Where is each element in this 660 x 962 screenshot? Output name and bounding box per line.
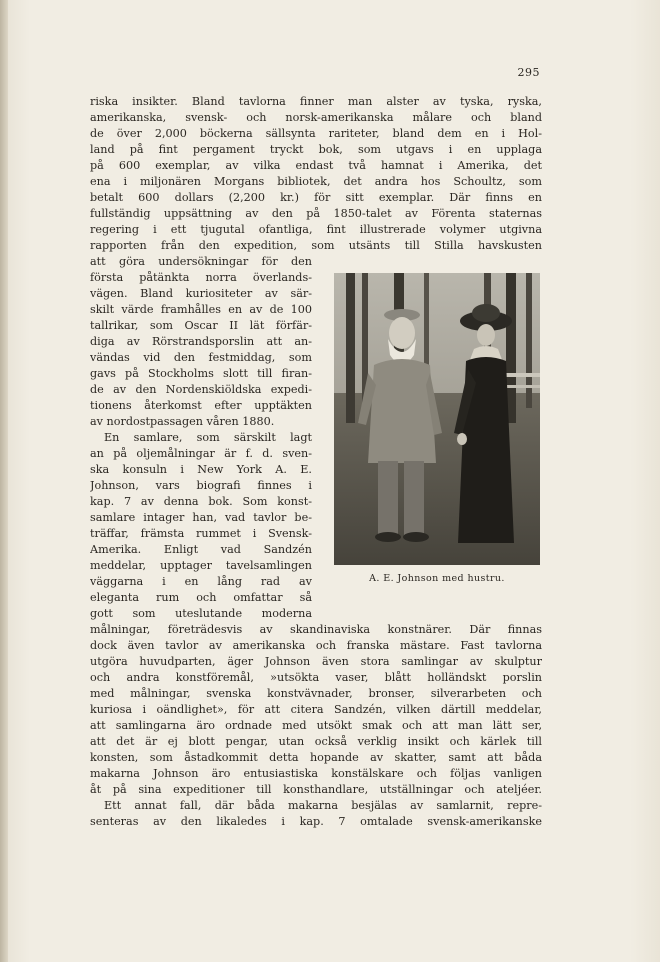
text-line: av nordostpassagen våren 1880. <box>90 415 275 428</box>
text-line: meddelar, upptager tavelsamlingen <box>90 559 312 572</box>
text-line: betalt 600 dollars (2,200 kr.) för sitt exemplar. Där finns en <box>90 191 542 204</box>
text-line: ena i miljonären Morgans bibliotek, det andra hos Schoultz, som <box>90 175 542 188</box>
text-line: utgöra huvudparten, äger Johnson även stora samlingar av skulptur <box>90 655 542 668</box>
text-line: med målningar, svenska konstvävnader, bronser, silverarbeten och <box>90 687 542 700</box>
text-line: dock även tavlor av amerikanska och franska mästare. Fast tavlorna <box>90 639 542 652</box>
text-line: väggarna i en lång rad av <box>90 575 312 588</box>
text-line: gavs på Stockholms slott till firan- <box>90 367 312 380</box>
text-line: vägen. Bland kuriositeter av sär- <box>90 287 312 300</box>
text-line: Ett annat fall, där båda makarna besjälas av samlarnit, repre- <box>104 799 542 812</box>
text-line: riska insikter. Bland tavlorna finner man alster av tyska, ryska, <box>90 95 542 108</box>
text-line: makarna Johnson äro entusiastiska konstälskare och följas vanligen <box>90 767 542 780</box>
photograph-couple <box>334 273 540 565</box>
text-line: kap. 7 av denna bok. Som konst- <box>90 495 312 508</box>
text-line: och andra konstföremål, »utsökta vaser, blått holländskt porslin <box>90 671 542 684</box>
text-line: eleganta rum och omfattar så <box>90 591 312 604</box>
text-line: de av den Nordenskiöldska expedi- <box>90 383 312 396</box>
text-line: regering i ett tjugutal ofantliga, fint illustrerade volymer utgivna <box>90 223 542 236</box>
text-line: åt på sina expeditioner till konsthandlare, utställningar och ateljéer. <box>90 783 542 796</box>
page-number: 295 <box>517 66 540 79</box>
text-line: de över 2,000 böckerna sällsynta rariteter, bland dem en i Hol- <box>90 127 542 140</box>
text-line: tallrikar, som Oscar II lät förfär- <box>90 319 312 332</box>
text-line: att samlingarna äro ordnade med utsökt smak och att man lätt ser, <box>90 719 542 732</box>
text-line: diga av Rörstrandsporslin att an- <box>90 335 312 348</box>
text-line: att göra undersökningar för den <box>90 255 312 268</box>
text-line: gott som uteslutande moderna <box>90 607 312 620</box>
text-line: an på oljemålningar är f. d. sven- <box>90 447 312 460</box>
text-line: att det är ej blott pengar, utan också verklig insikt och kärlek till <box>90 735 542 748</box>
photo-caption: A. E. Johnson med hustru. <box>369 573 505 584</box>
text-line: En samlare, som särskilt lagt <box>104 431 312 444</box>
text-line: Johnson, vars biografi finnes i <box>90 479 312 492</box>
text-line: första påtänkta norra överlands- <box>90 271 312 284</box>
text-line: träffar, främsta rummet i Svensk- <box>90 527 312 540</box>
photo-illustration <box>334 273 540 565</box>
text-line: kuriosa i oändlighet», för att citera Sandzén, vilken därtill meddelar, <box>90 703 542 716</box>
text-line: senteras av den likaledes i kap. 7 omtalade svensk-amerikanske <box>90 815 542 828</box>
text-line: på 600 exemplar, av vilka endast två hamnat i Amerika, det <box>90 159 542 172</box>
text-line: land på fint pergament tryckt bok, som utgavs i en upplaga <box>90 143 542 156</box>
text-line: rapporten från den expedition, som utsänts till Stilla havskusten <box>90 239 542 252</box>
text-line: konsten, som åstadkommit detta hopande av skatter, samt att båda <box>90 751 542 764</box>
text-line: vändas vid den festmiddag, som <box>90 351 312 364</box>
text-line: ska konsuln i New York A. E. <box>90 463 312 476</box>
text-line: samlare intager han, vad tavlor be- <box>90 511 312 524</box>
text-line: Amerika. Enligt vad Sandzén <box>90 543 312 556</box>
text-line: målningar, företrädesvis av skandinaviska konstnärer. Där finnas <box>90 623 542 636</box>
book-spine-shadow <box>0 0 8 962</box>
text-line: amerikanska, svensk- och norsk-amerikanska målare och bland <box>90 111 542 124</box>
text-line: fullständig uppsättning av den på 1850-talet av Förenta staternas <box>90 207 542 220</box>
text-line: tionens återkomst efter upptäkten <box>90 399 312 412</box>
text-line: skilt värde framhålles en av de 100 <box>90 303 312 316</box>
